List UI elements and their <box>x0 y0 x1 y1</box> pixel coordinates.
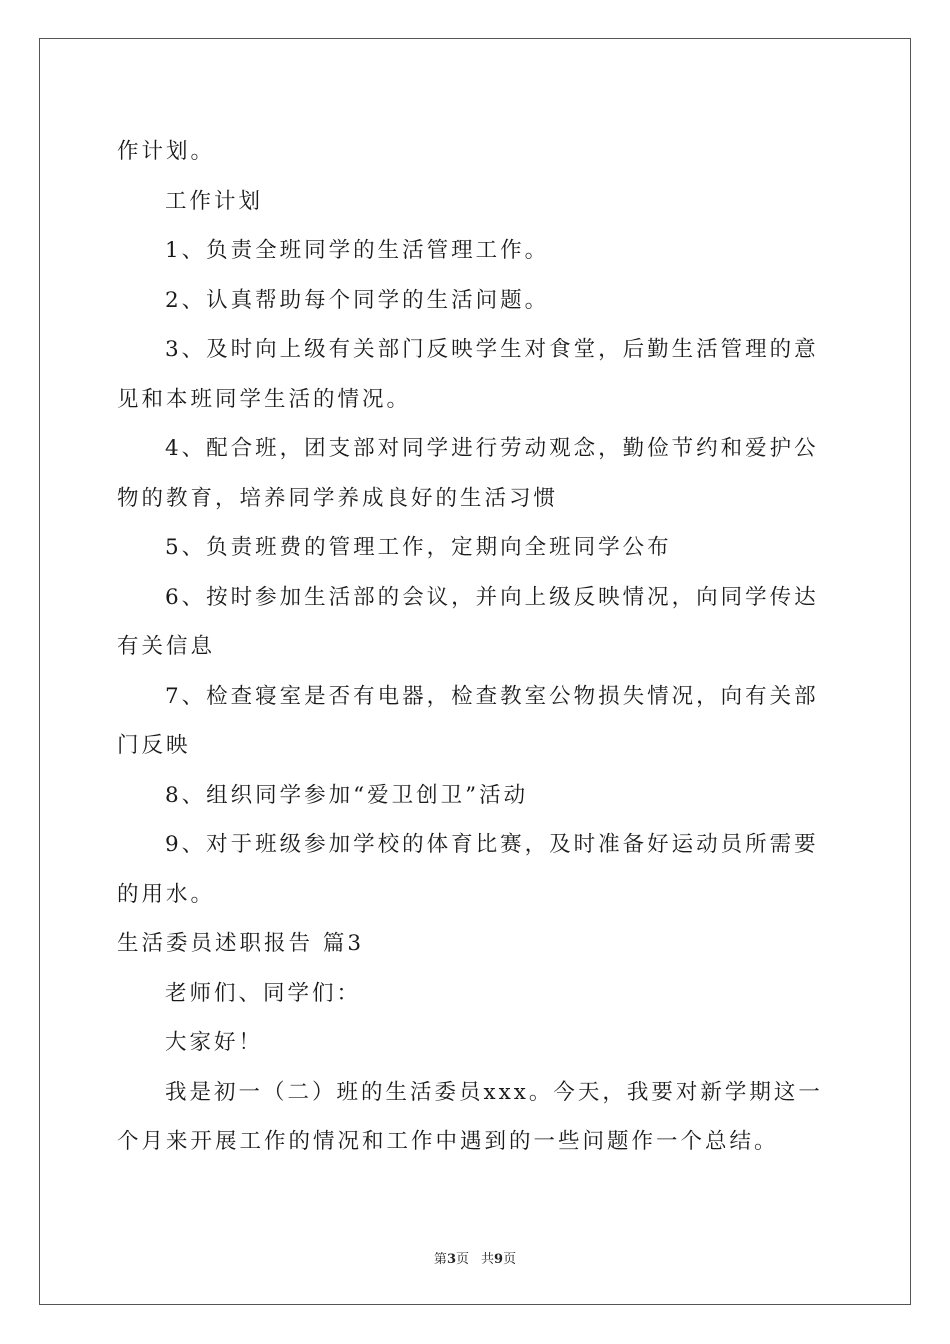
page-suffix: 页 <box>455 1252 469 1267</box>
total-prefix: 共 <box>481 1252 495 1267</box>
total-pages: 9 <box>494 1252 504 1267</box>
paragraph: 我是初一（二）班的生活委员xxx。今天，我要对新学期这一个月来开展工作的情况和工作中遇到的一些问题作一个总结。 <box>117 1079 823 1154</box>
section-title: 生活委员述职报告 篇3 <box>117 931 365 956</box>
list-item: 4、配合班，团支部对同学进行劳动观念，勤俭节约和爱护公物的教育，培养同学养成良好的生活习惯 <box>117 436 819 511</box>
list-item: 7、检查寝室是否有电器，检查教室公物损失情况，向有关部门反映 <box>117 683 819 758</box>
total-suffix: 页 <box>503 1252 517 1267</box>
page-prefix: 第 <box>433 1252 447 1267</box>
salutation: 老师们、同学们： <box>165 980 362 1006</box>
paragraph: 作计划。 <box>117 139 216 164</box>
list-item: 6、按时参加生活部的会议，并向上级反映情况，向同学传达有关信息 <box>117 584 819 659</box>
page-number: 3 <box>446 1252 456 1267</box>
list-item: 3、及时向上级有关部门反映学生对食堂，后勤生活管理的意见和本班同学生活的情况。 <box>117 337 819 412</box>
list-item: 2、认真帮助每个同学的生活问题。 <box>165 287 550 313</box>
list-item: 9、对于班级参加学校的体育比赛，及时准备好运动员所需要的用水。 <box>117 832 819 907</box>
page-footer <box>0 1248 950 1267</box>
list-item: 5、负责班费的管理工作，定期向全班同学公布 <box>165 535 672 560</box>
list-item: 1、负责全班同学的生活管理工作。 <box>165 238 550 263</box>
list-item: 8、组织同学参加“爱卫创卫”活动 <box>165 782 529 808</box>
document-body <box>117 127 837 1167</box>
section-heading: 工作计划 <box>165 188 264 214</box>
greeting: 大家好！ <box>165 1030 264 1055</box>
